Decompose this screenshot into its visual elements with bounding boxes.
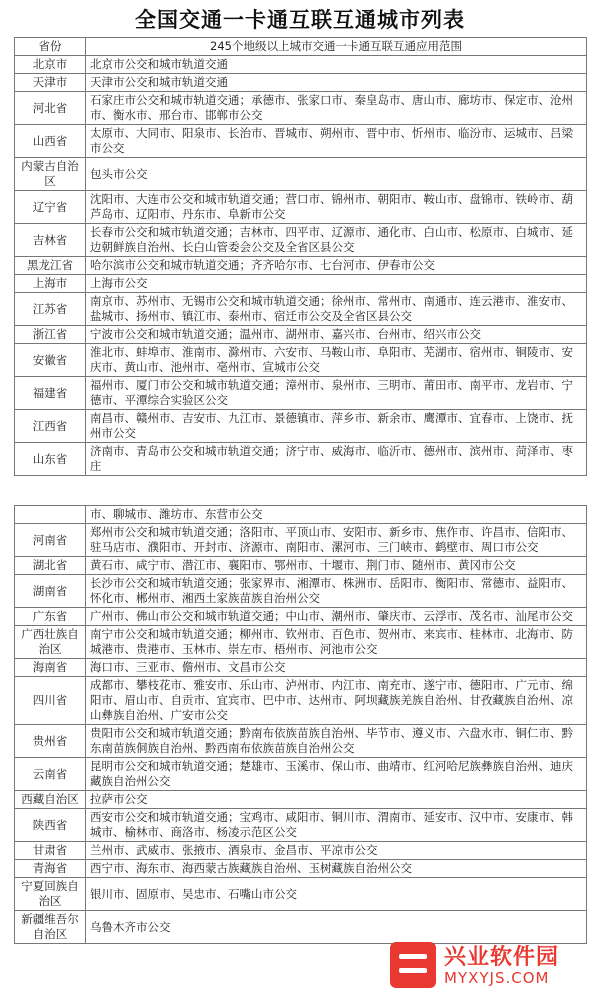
cities-cell: 南昌市、赣州市、吉安市、九江市、景德镇市、萍乡市、新余市、鹰潭市、宜春市、上饶市、抚州市公交 (86, 410, 587, 443)
cities-cell: 哈尔滨市公交和城市轨道交通；齐齐哈尔市、七台河市、伊春市公交 (86, 257, 587, 275)
table-row (15, 842, 587, 860)
table-row (15, 608, 587, 626)
province-cell: 湖北省 (15, 557, 86, 575)
watermark-url: MYXYJS.COM (444, 969, 550, 987)
province-cell: 广东省 (15, 608, 86, 626)
table-row (15, 125, 587, 158)
cities-cell: 宁波市公交和城市轨道交通；温州市、湖州市、嘉兴市、台州市、绍兴市公交 (86, 326, 587, 344)
table-row (15, 92, 587, 125)
province-cell: 黑龙江省 (15, 257, 86, 275)
header-cities: 245个地级以上城市交通一卡通互联互通应用范围 (86, 38, 587, 56)
province-cell: 江西省 (15, 410, 86, 443)
table-row (15, 575, 587, 608)
cities-cell: 西宁市、海东市、海西蒙古族藏族自治州、玉树藏族自治州公交 (86, 860, 587, 878)
province-cell: 西藏自治区 (15, 791, 86, 809)
table-row (15, 377, 587, 410)
table-row (15, 326, 587, 344)
province-cell: 内蒙古自治区 (15, 158, 86, 191)
cities-cell: 南京市、苏州市、无锡市公交和城市轨道交通；徐州市、常州市、南通市、连云港市、淮安市、盐城市、扬州市、镇江市、泰州市、宿迁市公交及全省区县公交 (86, 293, 587, 326)
table-row (15, 860, 587, 878)
city-table-part2 (14, 505, 587, 944)
table-row (15, 293, 587, 326)
cities-cell: 海口市、三亚市、儋州市、文昌市公交 (86, 659, 587, 677)
table-row (15, 257, 587, 275)
cities-cell: 包头市公交 (86, 158, 587, 191)
table-header-row (15, 38, 587, 56)
table-row (15, 506, 587, 524)
cities-cell: 淮北市、蚌埠市、淮南市、滁州市、六安市、马鞍山市、阜阳市、芜湖市、宿州市、铜陵市、安庆市、黄山市、池州市、亳州市、宣城市公交 (86, 344, 587, 377)
province-cell: 福建省 (15, 377, 86, 410)
cities-cell: 北京市公交和城市轨道交通 (86, 56, 587, 74)
logo-icon (390, 942, 436, 988)
table-row (15, 275, 587, 293)
cities-cell: 济南市、青岛市公交和城市轨道交通；济宁市、威海市、临沂市、德州市、滨州市、菏泽市、枣庄 (86, 443, 587, 476)
cities-cell: 长春市公交和城市轨道交通；吉林市、四平市、辽源市、通化市、白山市、松原市、白城市、延边朝鲜族自治州、长白山管委会公交及全省区县公交 (86, 224, 587, 257)
table-row (15, 74, 587, 92)
province-cell: 陕西省 (15, 809, 86, 842)
province-cell: 贵州省 (15, 725, 86, 758)
cities-cell: 长沙市公交和城市轨道交通；张家界市、湘潭市、株洲市、岳阳市、衡阳市、常德市、益阳市、怀化市、郴州市、湘西土家族苗族自治州公交 (86, 575, 587, 608)
province-cell: 青海省 (15, 860, 86, 878)
province-cell: 天津市 (15, 74, 86, 92)
cities-cell: 银川市、固原市、吴忠市、石嘴山市公交 (86, 878, 587, 911)
table-row (15, 224, 587, 257)
table-row (15, 524, 587, 557)
cities-cell: 福州市、厦门市公交和城市轨道交通；漳州市、泉州市、三明市、莆田市、南平市、龙岩市、宁德市、平潭综合实验区公交 (86, 377, 587, 410)
cities-cell: 黄石市、咸宁市、潜江市、襄阳市、鄂州市、十堰市、荆门市、随州市、黄冈市公交 (86, 557, 587, 575)
page-title: 全国交通一卡通互联互通城市列表 (135, 8, 465, 32)
province-cell: 浙江省 (15, 326, 86, 344)
province-cell: 河北省 (15, 92, 86, 125)
watermark-logo (390, 936, 595, 992)
watermark-name: 兴业软件园 (444, 945, 560, 970)
cities-cell: 南宁市公交和城市轨道交通；柳州市、钦州市、百色市、贺州市、来宾市、桂林市、北海市、防城港市、贵港市、玉林市、崇左市、梧州市、河池市公交 (86, 626, 587, 659)
province-cell (15, 506, 86, 524)
province-cell: 宁夏回族自治区 (15, 878, 86, 911)
cities-cell: 兰州市、武威市、张掖市、酒泉市、金昌市、平凉市公交 (86, 842, 587, 860)
cities-cell: 天津市公交和城市轨道交通 (86, 74, 587, 92)
province-cell: 上海市 (15, 275, 86, 293)
province-cell: 安徽省 (15, 344, 86, 377)
province-cell: 甘肃省 (15, 842, 86, 860)
cities-cell: 上海市公交 (86, 275, 587, 293)
table-row (15, 809, 587, 842)
province-cell: 江苏省 (15, 293, 86, 326)
cities-cell: 市、聊城市、潍坊市、东营市公交 (86, 506, 587, 524)
table-row (15, 56, 587, 74)
cities-cell: 太原市、大同市、阳泉市、长治市、晋城市、朔州市、晋中市、忻州市、临汾市、运城市、吕梁市公交 (86, 125, 587, 158)
table-row (15, 344, 587, 377)
table-row (15, 626, 587, 659)
province-cell: 广西壮族自治区 (15, 626, 86, 659)
table-row (15, 758, 587, 791)
city-table-part1 (14, 37, 587, 476)
province-cell: 海南省 (15, 659, 86, 677)
cities-cell: 成都市、攀枝花市、雅安市、乐山市、泸州市、内江市、南充市、遂宁市、德阳市、广元市、绵阳市、眉山市、自贡市、宜宾市、巴中市、达州市、阿坝藏族羌族自治州、甘孜藏族自治州、凉山彝族自治州、广安市公交 (86, 677, 587, 725)
cities-cell: 广州市、佛山市公交和城市轨道交通；中山市、潮州市、肇庆市、云浮市、茂名市、汕尾市公交 (86, 608, 587, 626)
cities-cell: 拉萨市公交 (86, 791, 587, 809)
province-cell: 北京市 (15, 56, 86, 74)
province-cell: 河南省 (15, 524, 86, 557)
province-cell: 吉林省 (15, 224, 86, 257)
cities-cell: 郑州市公交和城市轨道交通；洛阳市、平顶山市、安阳市、新乡市、焦作市、许昌市、信阳市、驻马店市、濮阳市、开封市、济源市、南阳市、漯河市、三门峡市、鹤壁市、周口市公交 (86, 524, 587, 557)
cities-cell: 西安市公交和城市轨道交通；宝鸡市、咸阳市、铜川市、渭南市、延安市、汉中市、安康市、韩城市、榆林市、商洛市、杨凌示范区公交 (86, 809, 587, 842)
province-cell: 辽宁省 (15, 191, 86, 224)
province-cell: 山西省 (15, 125, 86, 158)
table-row (15, 557, 587, 575)
cities-cell: 石家庄市公交和城市轨道交通；承德市、张家口市、秦皇岛市、唐山市、廊坊市、保定市、沧州市、衡水市、邢台市、邯郸市公交 (86, 92, 587, 125)
province-cell: 四川省 (15, 677, 86, 725)
table-row (15, 725, 587, 758)
table-row (15, 677, 587, 725)
table-row (15, 791, 587, 809)
table-row (15, 158, 587, 191)
table-row (15, 659, 587, 677)
province-cell: 云南省 (15, 758, 86, 791)
table-row (15, 443, 587, 476)
cities-cell: 昆明市公交和城市轨道交通；楚雄市、玉溪市、保山市、曲靖市、红河哈尼族彝族自治州、迪庆藏族自治州公交 (86, 758, 587, 791)
page-break-gap (0, 493, 600, 503)
header-province: 省份 (15, 38, 86, 56)
table-row (15, 191, 587, 224)
province-cell: 湖南省 (15, 575, 86, 608)
cities-cell: 沈阳市、大连市公交和城市轨道交通；营口市、锦州市、朝阳市、鞍山市、盘锦市、铁岭市、葫芦岛市、辽阳市、丹东市、阜新市公交 (86, 191, 587, 224)
table-row (15, 878, 587, 911)
province-cell: 新疆维吾尔自治区 (15, 911, 86, 944)
cities-cell: 贵阳市公交和城市轨道交通；黔南布依族苗族自治州、毕节市、遵义市、六盘水市、铜仁市、黔东南苗族侗族自治州、黔西南布依族苗族自治州公交 (86, 725, 587, 758)
table-row (15, 410, 587, 443)
province-cell: 山东省 (15, 443, 86, 476)
cities-cell: 乌鲁木齐市公交 (86, 911, 587, 944)
